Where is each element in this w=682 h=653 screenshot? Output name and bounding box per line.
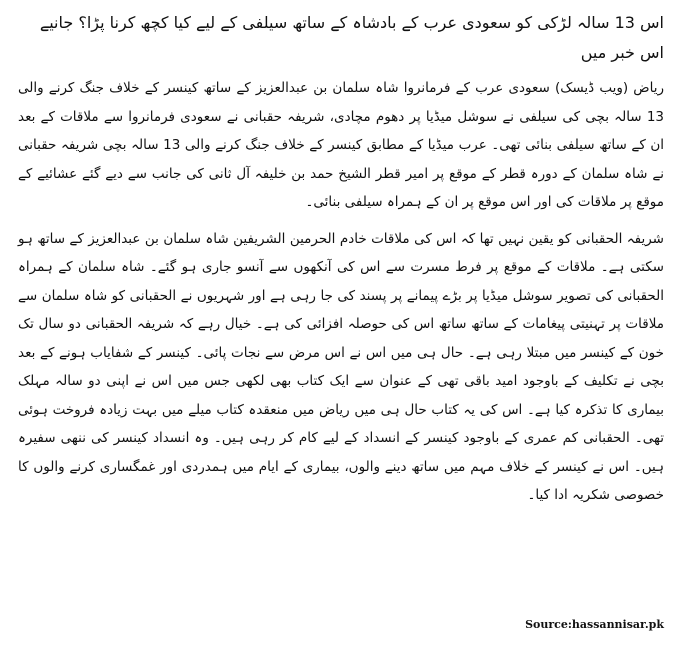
article-paragraph-2: شریفہ الحقبانی کو یقین نہیں تھا کہ اس کی ملاقات خادم الحرمین الشریفین شاہ سلمان بن عبدالعزیز کے ساتھ ہو سکتی ہے۔ ملاقات کے موقع پر فرط مسرت سے اس کی آنکھوں سے آنسو جاری ہو گئے۔ شاہ سلمان کے ہمراہ الحقبانی کی تصویر سوشل میڈیا پر بڑے پیمانے پر پسند کی جا رہی ہے اور شہریوں نے الحقبانی کو شاہ سلمان سے ملاقات پر تہنیتی پیغامات کے ساتھ ساتھ اس کی حوصلہ افزائی کی ہے۔ خیال رہے کہ شریفہ الحقبانی دو سال تک خون کے کینسر میں مبتلا رہی ہے۔ حال ہی میں اس نے اس مرض سے نجات پائی۔ کینسر کے شفایاب ہونے کے بعد بچی نے تکلیف کے باوجود امید باقی تھی کے عنوان سے ایک کتاب بھی لکھی جس میں اس نے اپنی دو سالہ مہلک بیماری کا تذکرہ کیا ہے۔ اس کی یہ کتاب حال ہی میں ریاض میں منعقدہ کتاب میلے میں بہت زیادہ فروخت ہوئی تھی۔ الحقبانی کم عمری کے باوجود کینسر کے انسداد کے لیے کام کر رہی ہیں۔ وہ انسداد کینسر کی ننھی سفیرہ ہیں۔ اس نے کینسر کے خلاف مہم میں ساتھ دینے والوں، بیماری کے ایام میں ہمدردی اور غمگساری کرنے والوں کا خصوصی شکریہ ادا کیا۔ [18, 230, 664, 503]
article-paragraph-1: ریاض (ویب ڈیسک) سعودی عرب کے فرمانروا شاہ سلمان بن عبدالعزیز کے ساتھ کینسر کے خلاف جنگ کرنے والی 13 سالہ بچی کی سیلفی نے سوشل میڈیا پر دھوم مچادی، شریفہ حقبانی نے سعودی فرمانروا سے ملاقات کے بعد ان کے ساتھ سیلفی بنائی تھی۔ عرب میڈیا کے مطابق کینسر کے خلاف جنگ کرنے والی 13 سالہ بچی شریفہ حقبانی نے شاہ سلمان کے دورہ قطر کے موقع پر امیر قطر الشیخ حمد بن خلیفہ آل ثانی کی جانب سے دیے گئے عشائیے کے موقع پر ملاقات کی اور اس موقع پر ان کے ہمراہ سیلفی بنائی۔ [18, 80, 664, 210]
article-headline: اس 13 سالہ لڑکی کو سعودی عرب کے بادشاہ کے ساتھ سیلفی کے لیے کیا کچھ کرنا پڑا؟ جانیے اس خبر میں [39, 13, 664, 62]
source-credit: Source:hassannisar.pk [525, 618, 664, 631]
article-body [18, 8, 664, 518]
